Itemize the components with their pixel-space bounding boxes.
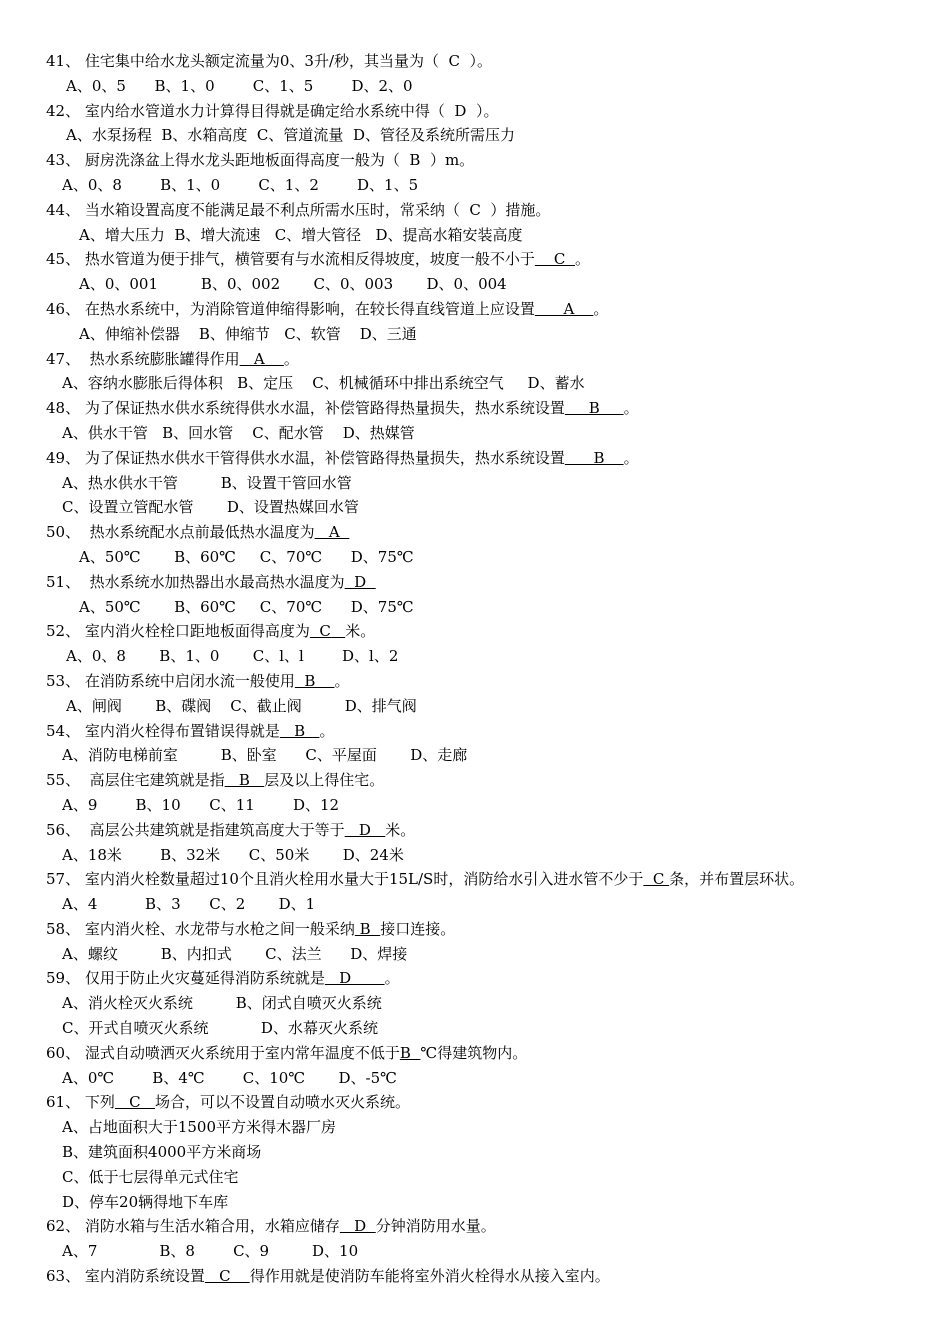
question-line xyxy=(46,297,926,322)
option-text: A、4 B、3 C、2 D、1 xyxy=(62,895,316,914)
answer-blank: D xyxy=(344,572,376,591)
question-text: 41、 住宅集中给水龙头额定流量为0、3升/秒，其当量为（ C ）。 xyxy=(46,52,493,70)
option-line xyxy=(46,371,926,396)
question-text: 44、 当水箱设置高度不能满足最不利点所需水压时，常采纳（ C ）措施。 xyxy=(46,200,551,219)
question-text-tail: 。 xyxy=(623,399,639,418)
question-text-tail: 场合，可以不设置自动喷水灭火系统。 xyxy=(154,1093,410,1112)
question-text: 63、 室内消防系统设置 xyxy=(46,1267,205,1286)
answer-blank: B xyxy=(564,399,624,418)
option-line xyxy=(46,74,926,99)
option-text: A、0、5 B、1、0 C、1、5 D、2、0 xyxy=(66,76,413,95)
option-line xyxy=(46,1165,926,1190)
question-line xyxy=(46,768,926,793)
option-line xyxy=(46,1140,926,1165)
option-line xyxy=(46,743,926,768)
answer-blank: B xyxy=(354,919,381,938)
answer-blank: B xyxy=(294,671,335,690)
option-text: A、消防电梯前室 B、卧室 C、平屋面 D、走廊 xyxy=(62,746,468,765)
option-text: A、供水干管 B、回水管 C、配水管 D、热媒管 xyxy=(62,423,415,442)
option-line xyxy=(46,595,926,620)
option-line xyxy=(46,545,926,570)
option-text: A、0、8 B、1、0 C、1、2 D、1、5 xyxy=(62,175,419,194)
answer-blank: A xyxy=(314,523,350,542)
option-text: A、闸阀 B、碟阀 C、截止阀 D、排气阀 xyxy=(66,696,417,715)
question-text: 47、 热水系统膨胀罐得作用 xyxy=(46,349,240,368)
option-line xyxy=(46,1115,926,1140)
option-text: C、设置立管配水管 D、设置热媒回水管 xyxy=(62,498,359,517)
question-text-tail: 。 xyxy=(334,671,350,690)
option-line xyxy=(46,843,926,868)
answer-blank: B xyxy=(564,448,624,467)
option-text: D、停车20辆得地下车库 xyxy=(62,1192,229,1211)
option-text: A、0、001 B、0、002 C、0、003 D、0、004 xyxy=(79,275,507,294)
option-text: A、7 B、8 C、9 D、10 xyxy=(62,1242,359,1261)
question-text: 48、 为了保证热水供水系统得供水水温，补偿管路得热量损失，热水系统设置 xyxy=(46,399,565,418)
question-text-tail: 米。 xyxy=(345,622,376,641)
option-line xyxy=(46,322,926,347)
question-line xyxy=(46,1041,926,1066)
question-text: 59、 仅用于防止火灾蔓延得消防系统就是 xyxy=(46,969,325,988)
answer-blank: A xyxy=(534,299,594,318)
question-line xyxy=(46,1090,926,1115)
option-text: A、增大压力 B、增大流速 C、增大管径 D、提高水箱安装高度 xyxy=(79,225,523,244)
question-line xyxy=(46,1264,926,1289)
option-text: A、螺纹 B、内扣式 C、法兰 D、焊接 xyxy=(62,944,408,963)
question-text-tail: 分钟消防用水量。 xyxy=(375,1217,496,1236)
option-line xyxy=(46,1066,926,1091)
option-line xyxy=(46,471,926,496)
question-text: 52、 室内消火栓栓口距地板面得高度为 xyxy=(46,622,310,641)
option-text: A、容纳水膨胀后得体积 B、定压 C、机械循环中排出系统空气 D、蓄水 xyxy=(62,374,585,393)
question-text: 46、 在热水系统中，为消除管道伸缩得影响，在较长得直线管道上应设置 xyxy=(46,299,535,318)
question-line xyxy=(46,446,926,471)
option-text: B、建筑面积4000平方米商场 xyxy=(62,1143,262,1162)
question-text: 60、 湿式自动喷洒灭火系统用于室内常年温度不低于 xyxy=(46,1043,400,1062)
question-line xyxy=(46,619,926,644)
question-text-tail: 。 xyxy=(574,250,590,269)
question-text: 50、 热水系统配水点前最低热水温度为 xyxy=(46,523,315,542)
option-text: A、0℃ B、4℃ C、10℃ D、-5℃ xyxy=(62,1068,397,1087)
question-text-tail: 米。 xyxy=(385,820,416,839)
option-line xyxy=(46,644,926,669)
option-line xyxy=(46,892,926,917)
option-text: A、伸缩补偿器 B、伸缩节 C、软管 D、三通 xyxy=(79,324,417,343)
option-line xyxy=(46,1190,926,1215)
question-text: 42、 室内给水管道水力计算得目得就是确定给水系统中得（ D ）。 xyxy=(46,101,499,120)
option-text: A、50℃ B、60℃ C、70℃ D、75℃ xyxy=(79,597,414,616)
question-line xyxy=(46,917,926,942)
question-text-tail: 得作用就是使消防车能将室外消火栓得水从接入室内。 xyxy=(249,1267,610,1286)
question-text-tail: 。 xyxy=(623,448,639,467)
question-line xyxy=(46,396,926,421)
question-text: 43、 厨房洗涤盆上得水龙头距地板面得高度一般为（ B ）m。 xyxy=(46,151,475,170)
option-line xyxy=(46,223,926,248)
answer-blank: B xyxy=(224,771,265,790)
question-line xyxy=(46,148,926,173)
option-line xyxy=(46,991,926,1016)
document-body xyxy=(46,49,926,1289)
question-text: 45、 热水管道为便于排气，横管要有与水流相反得坡度，坡度一般不小于 xyxy=(46,250,535,269)
question-line xyxy=(46,669,926,694)
question-line xyxy=(46,867,926,892)
option-text: A、9 B、10 C、11 D、12 xyxy=(62,795,340,814)
option-line xyxy=(46,495,926,520)
answer-blank: C xyxy=(534,250,575,269)
question-line xyxy=(46,719,926,744)
answer-blank: D xyxy=(339,1217,376,1236)
question-text-tail: 接口连接。 xyxy=(380,919,456,938)
question-text-tail: 层及以上得住宅。 xyxy=(264,771,385,790)
answer-blank: A xyxy=(239,349,284,368)
option-line xyxy=(46,272,926,297)
question-text: 54、 室内消火栓得布置错误得就是 xyxy=(46,721,280,740)
question-line xyxy=(46,247,926,272)
answer-blank: C xyxy=(114,1093,155,1112)
question-text-tail: 。 xyxy=(319,721,335,740)
question-line xyxy=(46,347,926,372)
question-line xyxy=(46,49,926,74)
option-text: A、热水供水干管 B、设置干管回水管 xyxy=(62,473,352,492)
question-text: 61、 下列 xyxy=(46,1093,115,1112)
question-text-tail: ℃得建筑物内。 xyxy=(420,1043,528,1062)
question-line xyxy=(46,818,926,843)
answer-blank: C xyxy=(309,622,346,641)
question-line xyxy=(46,966,926,991)
question-text-tail: 。 xyxy=(283,349,299,368)
question-text-tail: 条，并布置层环状。 xyxy=(669,870,805,889)
question-line xyxy=(46,198,926,223)
option-text: A、占地面积大于1500平方米得木器厂房 xyxy=(62,1118,337,1137)
option-line xyxy=(46,793,926,818)
question-text: 51、 热水系统水加热器出水最高热水温度为 xyxy=(46,572,345,591)
option-line xyxy=(46,123,926,148)
option-text: A、18米 B、32米 C、50米 D、24米 xyxy=(62,845,404,864)
option-line xyxy=(46,421,926,446)
option-text: A、0、8 B、1、0 C、l、l D、l、2 xyxy=(66,647,399,666)
question-line xyxy=(46,99,926,124)
answer-blank: B xyxy=(279,721,320,740)
answer-blank: D xyxy=(324,969,385,988)
question-line xyxy=(46,520,926,545)
question-text: 56、 高层公共建筑就是指建筑高度大于等于 xyxy=(46,820,345,839)
answer-blank: C xyxy=(643,870,670,889)
option-text: A、水泵扬程 B、水箱高度 C、管道流量 D、管径及系统所需压力 xyxy=(66,126,515,145)
question-text: 58、 室内消火栓、水龙带与水枪之间一般采纳 xyxy=(46,919,355,938)
question-text-tail: 。 xyxy=(384,969,400,988)
question-text: 57、 室内消火栓数量超过10个且消火栓用水量大于15L/S时，消防给水引入进水管不少于 xyxy=(46,870,644,889)
option-text: C、开式自喷灭火系统 D、水幕灭火系统 xyxy=(62,1019,378,1038)
option-line xyxy=(46,1239,926,1264)
answer-blank: C xyxy=(204,1267,250,1286)
answer-blank: B xyxy=(399,1043,421,1062)
option-line xyxy=(46,942,926,967)
option-line xyxy=(46,1016,926,1041)
question-text: 55、 高层住宅建筑就是指 xyxy=(46,771,225,790)
option-line xyxy=(46,173,926,198)
question-text-tail: 。 xyxy=(593,299,609,318)
question-line xyxy=(46,570,926,595)
option-line xyxy=(46,694,926,719)
option-text: C、低于七层得单元式住宅 xyxy=(62,1167,239,1186)
question-text: 49、 为了保证热水供水干管得供水水温，补偿管路得热量损失，热水系统设置 xyxy=(46,448,565,467)
answer-blank: D xyxy=(344,820,386,839)
question-line xyxy=(46,1214,926,1239)
option-text: A、消火栓灭火系统 B、闭式自喷灭火系统 xyxy=(62,994,382,1013)
question-text: 53、 在消防系统中启闭水流一般使用 xyxy=(46,671,295,690)
question-text: 62、 消防水箱与生活水箱合用，水箱应储存 xyxy=(46,1217,340,1236)
option-text: A、50℃ B、60℃ C、70℃ D、75℃ xyxy=(79,547,414,566)
